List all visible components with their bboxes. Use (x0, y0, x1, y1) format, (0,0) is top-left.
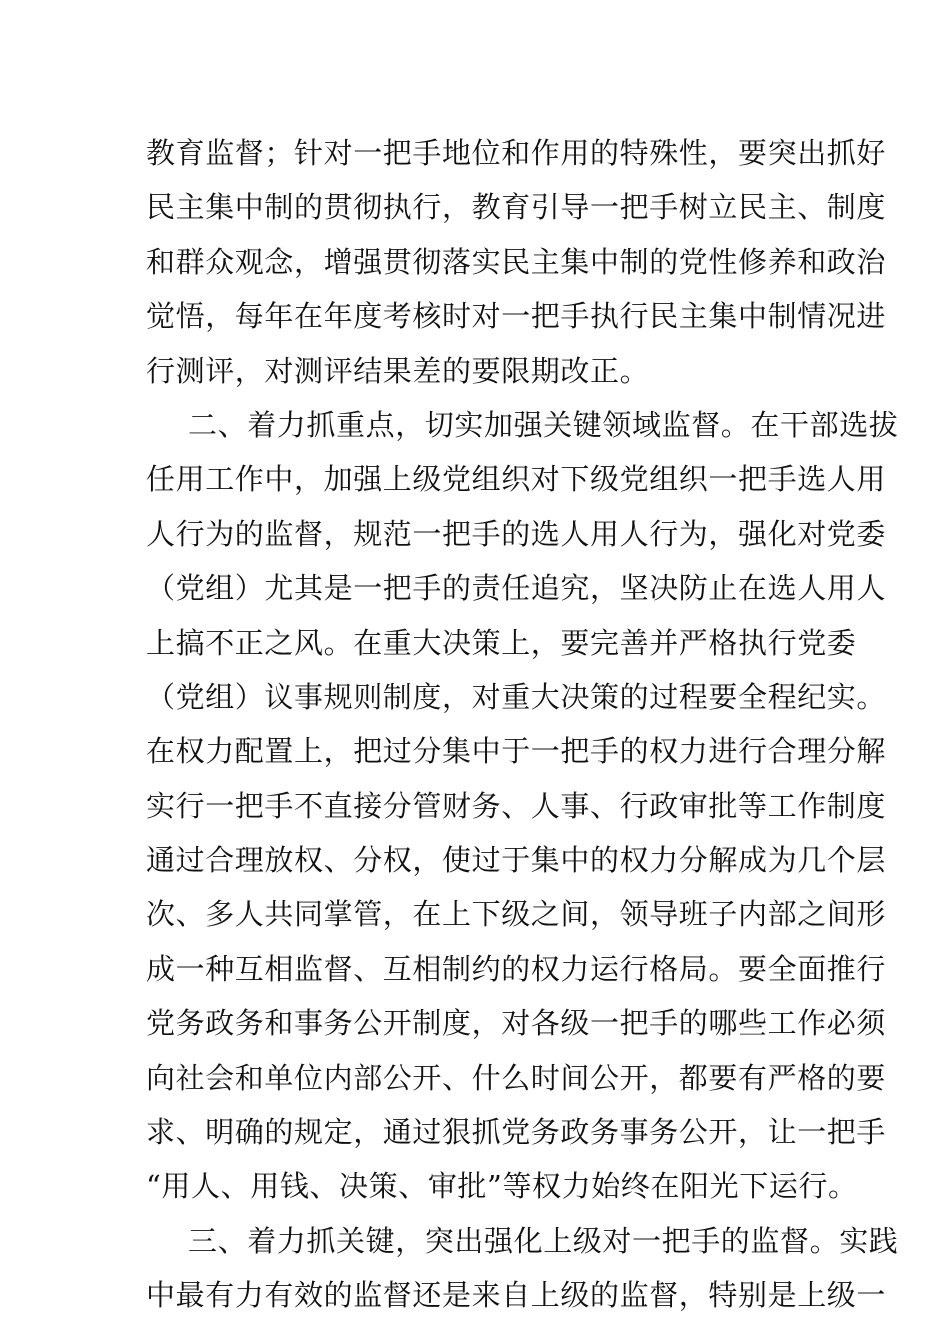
text-line-10: 上搞不正之风。在重大决策上，要完善并严格执行党委 (146, 625, 857, 660)
text-line-15: 次、多人共同掌管，在上下级之间，领导班子内部之间形 (146, 897, 887, 932)
text-line-13: 实行一把手不直接分管财务、人事、行政审批等工作制度 (146, 788, 887, 823)
text-line-20: “用人、用钱、决策、审批”等权力始终在阳光下运行。 (146, 1169, 858, 1204)
text-line-8: 人行为的监督，规范一把手的选人用人行为，强化对党委 (146, 516, 887, 551)
text-line-6: 二、着力抓重点，切实加强关键领域监督。在干部选拔 (188, 407, 899, 442)
text-line-5: 行测评，对测评结果差的要限期改正。 (146, 353, 650, 388)
text-line-21: 三、着力抓关键，突出强化上级对一把手的监督。实践 (188, 1223, 899, 1258)
text-line-22: 中最有力有效的监督还是来自上级的监督，特别是上级一 (146, 1278, 887, 1313)
text-line-16: 成一种互相监督、互相制约的权力运行格局。要全面推行 (146, 951, 887, 986)
text-line-14: 通过合理放权、分权，使过于集中的权力分解成为几个层 (146, 843, 887, 878)
text-line-12: 在权力配置上，把过分集中于一把手的权力进行合理分解 (146, 734, 887, 769)
text-line-11: （党组）议事规则制度，对重大决策的过程要全程纪实。 (146, 679, 887, 714)
text-line-2: 民主集中制的贯彻执行，教育引导一把手树立民主、制度 (146, 190, 887, 225)
text-line-17: 党务政务和事务公开制度，对各级一把手的哪些工作必须 (146, 1006, 887, 1041)
text-line-19: 求、明确的规定，通过狠抓党务政务事务公开，让一把手 (146, 1115, 887, 1150)
text-line-9: （党组）尤其是一把手的责任追究，坚决防止在选人用人 (146, 571, 887, 606)
text-line-4: 觉悟，每年在年度考核时对一把手执行民主集中制情况进 (146, 299, 887, 334)
text-line-1: 教育监督；针对一把手地位和作用的特殊性，要突出抓好 (146, 136, 887, 170)
text-line-18: 向社会和单位内部公开、什么时间公开，都要有严格的要 (146, 1060, 887, 1095)
body-text (146, 126, 899, 1323)
text-line-7: 任用工作中，加强上级党组织对下级党组织一把手选人用 (146, 462, 887, 497)
text-line-3: 和群众观念，增强贯彻落实民主集中制的党性修养和政治 (146, 244, 887, 279)
